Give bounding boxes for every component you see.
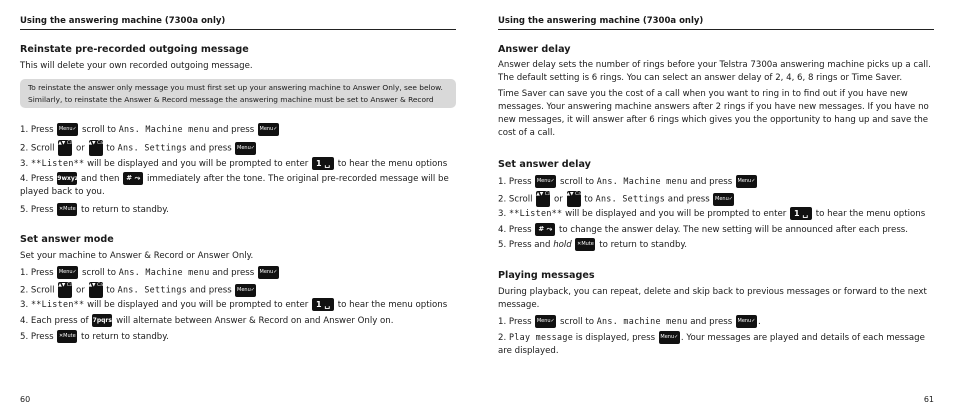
step-text: . Your messages are played and details of each message are displayed. — [498, 333, 925, 356]
step-text: to hear the menu options — [337, 159, 448, 169]
calls-key-icon: ▲▼ Calls — [58, 282, 72, 298]
seven-key-icon: 7pqrs — [92, 314, 112, 327]
step-text: or — [553, 194, 563, 205]
hash-key-icon: # ⤳ — [123, 172, 143, 185]
step-text: to return to standby. — [599, 240, 688, 250]
delay-step-5 — [498, 238, 687, 252]
hash-key-icon: # ⤳ — [535, 223, 555, 236]
mute-key-icon: ✕Mute — [57, 330, 77, 343]
menu-key-icon: Menu✓ — [57, 266, 78, 279]
step-text: 1. Press — [20, 125, 54, 135]
page-header: Using the answering machine (7300a only) — [498, 16, 934, 30]
step-text: 2. Scroll — [20, 285, 55, 296]
playing-step-2 — [498, 331, 934, 358]
section-title-answer-delay: Answer delay — [498, 44, 571, 55]
display-text: Play message — [508, 332, 574, 342]
delay-step-4 — [498, 223, 908, 237]
mode-step-2 — [20, 282, 257, 298]
right-page — [498, 0, 934, 418]
step-text: 3. — [498, 209, 507, 219]
scroll-key-icon: ▲▼ Calls — [89, 282, 103, 298]
step-text: . — [757, 317, 761, 327]
step-text: and then — [81, 174, 120, 184]
step-text: and press — [212, 268, 255, 278]
step-text: to change the answer delay. The new setting will be announced after each press. — [559, 225, 909, 235]
mute-key-icon: ✕Mute — [57, 203, 77, 216]
one-key-icon: 1 ␣ — [790, 207, 812, 220]
step-text: to — [106, 285, 115, 296]
menu-key-icon: Menu✓ — [258, 123, 279, 136]
step-text: and press — [189, 143, 232, 154]
display-text: **Listen** — [30, 299, 85, 309]
step-text: to return to standby. — [81, 332, 169, 342]
step-text: or — [75, 285, 85, 296]
step-text: to hear the menu options — [337, 300, 448, 310]
menu-key-icon: Menu✓ — [736, 175, 757, 188]
step-text: and press — [189, 285, 232, 296]
section-title-playing-messages: Playing messages — [498, 270, 595, 281]
step-text-emphasis: hold — [553, 240, 572, 250]
step-text: 4. Press — [20, 174, 54, 184]
section-title-reinstate: Reinstate pre-recorded outgoing message — [20, 44, 249, 55]
reinstate-step-5 — [20, 203, 169, 217]
step-text: 3. — [20, 300, 29, 310]
display-text: Ans. Settings — [117, 284, 188, 295]
menu-key-icon: Menu✓ — [258, 266, 279, 279]
step-text: to — [106, 143, 115, 154]
one-key-icon: 1 ␣ — [312, 298, 334, 311]
page-header: Using the answering machine (7300a only) — [20, 16, 456, 30]
scroll-key-icon: ▲▼ Calls — [567, 191, 581, 207]
step-text: scroll to — [82, 268, 116, 278]
delay-step-3 — [498, 207, 925, 221]
step-text: will alternate between Answer & Record on and Answer Only on. — [116, 316, 394, 326]
reinstate-step-4 — [20, 172, 456, 199]
one-key-icon: 1 ␣ — [312, 157, 334, 170]
menu-key-icon: Menu✓ — [659, 331, 680, 344]
answer-delay-paragraph-1: Answer delay sets the number of rings before your Telstra 7300a answering machine picks up a call. The default setting is 6 rings. You can select an answer delay of 2, 4, 6, 8 rings or Time Saver. — [498, 60, 931, 83]
step-text: will be displayed and you will be prompted to enter — [565, 209, 787, 219]
scroll-key-icon: ▲▼ Calls — [89, 140, 103, 156]
step-text: immediately after the tone. The original pre-recorded message will be played back to you. — [20, 174, 449, 197]
step-text: 5. Press — [20, 332, 54, 342]
display-text: Ans. machine menu — [596, 316, 688, 326]
mute-key-icon: ✕Mute — [575, 238, 595, 251]
playing-intro: During playback, you can repeat, delete and skip back to previous messages or forward to the next message. — [498, 287, 927, 310]
step-text: to return to standby. — [81, 205, 169, 215]
step-text: scroll to — [560, 317, 594, 327]
calls-key-icon: ▲▼ Calls — [536, 191, 550, 207]
display-text: **Listen** — [508, 208, 563, 218]
step-text: and press — [212, 125, 255, 135]
display-text: Ans. Settings — [117, 142, 188, 153]
nine-key-icon: 9wxyz — [57, 172, 77, 185]
delay-step-1 — [498, 175, 758, 189]
menu-key-icon: Menu✓ — [713, 193, 734, 206]
menu-key-icon: Menu✓ — [57, 123, 78, 136]
section-title-set-answer-delay: Set answer delay — [498, 159, 591, 170]
step-text: 1. Press — [498, 317, 532, 327]
step-text: to — [584, 194, 593, 205]
reinstate-step-1 — [20, 123, 280, 137]
step-text: and press — [667, 194, 710, 205]
reinstate-note: To reinstate the answer only message you must first set up your answering machine to Answer Only, see below. Similarly, to reinstate the Answer & Record message the answering machine must be set to Answer & Record — [20, 79, 456, 108]
menu-key-icon: Menu✓ — [235, 284, 256, 297]
mode-step-1 — [20, 266, 280, 280]
display-text: Ans. Machine menu — [596, 176, 688, 186]
step-text: to hear the menu options — [815, 209, 926, 219]
page-number: 60 — [20, 395, 31, 404]
mode-step-4 — [20, 314, 393, 328]
left-page — [20, 0, 456, 418]
menu-key-icon: Menu✓ — [535, 175, 556, 188]
step-text: scroll to — [82, 125, 116, 135]
display-text: Ans. Machine menu — [118, 124, 210, 134]
mode-step-3 — [20, 298, 447, 312]
menu-key-icon: Menu✓ — [235, 142, 256, 155]
mode-step-5 — [20, 330, 169, 344]
menu-key-icon: Menu✓ — [736, 315, 757, 328]
step-text: 4. Press — [498, 225, 532, 235]
menu-key-icon: Menu✓ — [535, 315, 556, 328]
step-text: 2. Scroll — [498, 194, 533, 205]
playing-step-1 — [498, 315, 761, 329]
step-text: 1. Press — [498, 177, 532, 187]
step-text: 5. Press — [20, 205, 54, 215]
answer-mode-intro: Set your machine to Answer & Record or Answer Only. — [20, 251, 254, 261]
calls-key-icon: ▲▼ Calls — [58, 140, 72, 156]
step-text: will be displayed and you will be prompted to enter — [87, 300, 309, 310]
step-text: or — [75, 143, 85, 154]
display-text: **Listen** — [30, 158, 85, 168]
step-text: is displayed, press — [575, 333, 656, 343]
step-text: 1. Press — [20, 268, 54, 278]
section-title-answer-mode: Set answer mode — [20, 234, 114, 245]
page-number: 61 — [923, 395, 934, 404]
display-text: Ans. Settings — [595, 193, 666, 204]
step-text: and press — [690, 317, 733, 327]
step-text: 3. — [20, 159, 29, 169]
step-text: and press — [690, 177, 733, 187]
reinstate-step-3 — [20, 157, 447, 171]
step-text: 4. Each press of — [20, 316, 89, 326]
step-text: 2. — [498, 333, 507, 343]
reinstate-step-2 — [20, 140, 257, 156]
answer-delay-paragraph-2: Time Saver can save you the cost of a call when you want to ring in to find out if you have new messages. Your answering machine answers after 2 rings if you have new messages. If you have no new messages, it will answer after 6 rings which gives you the opportunity to hang up and save the cost of a call. — [498, 89, 929, 138]
delay-step-2 — [498, 191, 735, 207]
reinstate-intro: This will delete your own recorded outgoing message. — [20, 61, 253, 71]
step-text: will be displayed and you will be prompted to enter — [87, 159, 309, 169]
step-text: scroll to — [560, 177, 594, 187]
step-text: 5. Press and — [498, 240, 551, 250]
step-text: 2. Scroll — [20, 143, 55, 154]
display-text: Ans. Machine menu — [118, 267, 210, 277]
